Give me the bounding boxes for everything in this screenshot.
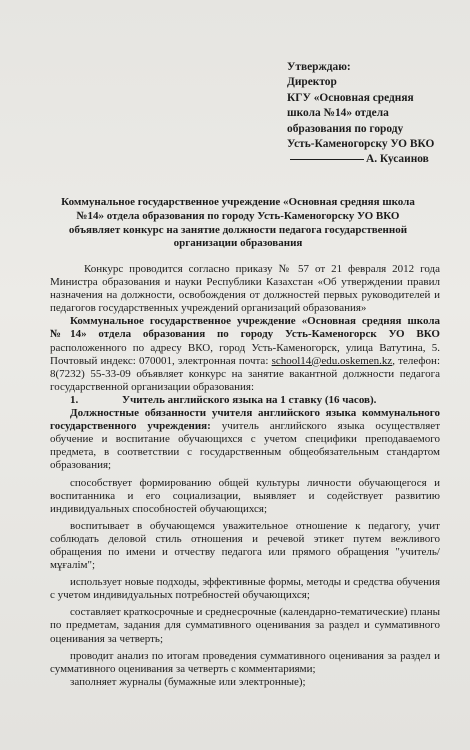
- vacancy-title: Учитель английского языка на 1 ставку (16 часов).: [122, 393, 377, 406]
- duties-heading: Должностные обязанности учителя английского языка коммунального государственного учреждения:: [50, 407, 440, 433]
- signature-underline: [290, 159, 364, 160]
- approval-line: образования по городу: [287, 122, 404, 135]
- organization-phone: , телефон: 8(7232) 55-33-09 объявляет конкурс на занятие вакантной должности педагога государственной организации образования:: [50, 354, 441, 393]
- approval-line: Директор: [287, 76, 337, 89]
- approval-line: Усть-Каменогорску УО ВКО: [287, 138, 435, 151]
- approval-line: Утверждаю:: [287, 61, 351, 73]
- organization-address: расположенного по адресу ВКО, город Усть-Каменогорск, улица Ватутина, 5. Почтовый индекс: 070001, электронная почта:: [50, 341, 440, 367]
- approval-line: КГУ «Основная средняя: [287, 91, 414, 104]
- signature-name: А. Кусаинов: [366, 153, 429, 166]
- duty-item: воспитывает в обучающемся уважительное отношение к педагогу, учит соблюдать деловой стиль отношения и речевой этикет путем вежливого обращения по имени и отчеству педагога или прямого обращения "учитель/мұғалім";: [50, 519, 440, 572]
- document-body: [50, 263, 440, 689]
- approval-line: школа №14» отдела: [287, 107, 389, 120]
- duties-text: учитель английского языка осуществляет обучение и воспитание обучающихся с учетом специфики преподаваемого предмета, в соответствии с государственным общеобязательным стандартом образования;: [50, 420, 440, 472]
- paragraph-duties: [50, 407, 440, 472]
- vacancy-item: [50, 394, 440, 407]
- duty-item: способствует формированию общей культуры личности обучающегося и воспитанника и его социализации, выявляет и содействует развитию индивидуальных способностей обучающихся;: [50, 476, 440, 515]
- duty-item: использует новые подходы, эффективные формы, методы и средства обучения с учетом индивидуальных потребностей обучающихся;: [50, 576, 440, 602]
- approval-block: [287, 60, 462, 168]
- duty-item: проводит анализ по итогам проведения суммативного оценивания за раздел и суммативного оценивания за четверть с комментариями;: [50, 649, 440, 675]
- paragraph-intro: Конкурс проводится согласно приказу № 57 от 21 февраля 2012 года Министра образования и науки Республики Казахстан «Об утверждении правил назначения на должности, освобождения от должностей первых руководителей и педагогов государственных учреждений организаций образования»: [50, 263, 440, 315]
- organization-name: Коммунальное государственное учреждение «Основная средняя школа №14» отдела образования по городу Усть-Каменогорск УО ВКО: [50, 315, 440, 341]
- signature-line: [287, 152, 462, 167]
- paragraph-organization: [50, 315, 440, 394]
- vacancy-number: 1.: [70, 393, 79, 406]
- duty-item: составляет краткосрочные и среднесрочные (календарно-тематические) планы по предметам, задания для суммативного оценивания за раздел и суммативного оценивания за четверть;: [50, 606, 440, 645]
- email-link[interactable]: school14@edu.oskemen.kz: [271, 354, 393, 367]
- duty-item: заполняет журналы (бумажные или электронные);: [70, 675, 306, 688]
- document-heading: Коммунальное государственное учреждение «Основная средняя школа №14» отдела образования по городу Усть-Каменогорску УО ВКО объявляет конкурс на занятие должности педагога государственной организации образования: [61, 196, 415, 250]
